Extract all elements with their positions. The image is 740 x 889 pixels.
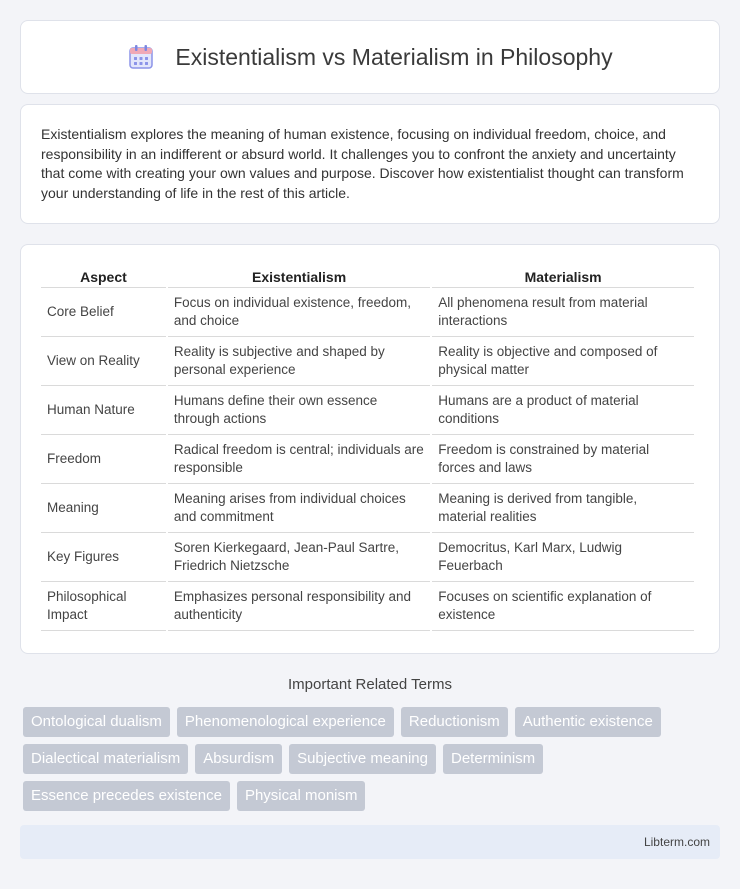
header-card [20,20,720,94]
aspect-cell: Freedom [41,435,166,484]
related-term-tag[interactable]: Absurdism [195,744,282,774]
aspect-cell: Meaning [41,484,166,533]
related-term-tag[interactable]: Reductionism [401,707,508,737]
related-term-tag[interactable]: Ontological dualism [23,707,170,737]
aspect-cell: Human Nature [41,386,166,435]
table-row [41,337,694,386]
related-terms-title: Important Related Terms [288,676,452,693]
aspect-cell: Philosophical Impact [41,582,166,631]
footer-site-link[interactable]: Libterm.com [643,835,710,849]
aspect-cell: Key Figures [41,533,166,582]
materialism-cell: Humans are a product of material conditions [432,386,694,435]
related-term-tag[interactable]: Dialectical materialism [23,744,188,774]
aspect-cell: View on Reality [41,337,166,386]
table-row [41,484,694,533]
table-row [41,582,694,631]
materialism-cell: Freedom is constrained by material forces and laws [432,435,694,484]
header-aspect: Aspect [41,266,166,288]
related-term-tag[interactable]: Subjective meaning [289,744,436,774]
existentialism-cell: Reality is subjective and shaped by personal experience [168,337,430,386]
existentialism-cell: Soren Kierkegaard, Jean-Paul Sartre, Friedrich Nietzsche [168,533,430,582]
header-materialism: Materialism [432,266,694,288]
existentialism-cell: Radical freedom is central; individuals are responsible [168,435,430,484]
existentialism-cell: Emphasizes personal responsibility and authenticity [168,582,430,631]
materialism-cell: Meaning is derived from tangible, material realities [432,484,694,533]
calendar-icon [127,43,155,71]
related-term-tag[interactable]: Phenomenological experience [177,707,394,737]
materialism-cell: All phenomena result from material interactions [432,288,694,337]
materialism-cell: Focuses on scientific explanation of existence [432,582,694,631]
comparison-table-card [20,244,720,654]
table-row [41,288,694,337]
related-term-tag[interactable]: Determinism [443,744,543,774]
related-terms-list [23,707,723,818]
table-row [41,533,694,582]
related-term-tag[interactable]: Essence precedes existence [23,781,230,811]
header-existentialism: Existentialism [168,266,430,288]
existentialism-cell: Humans define their own essence through actions [168,386,430,435]
footer [20,825,720,859]
page-title: Existentialism vs Materialism in Philosophy [175,43,613,70]
intro-card [20,104,720,224]
existentialism-cell: Meaning arises from individual choices and commitment [168,484,430,533]
related-term-tag[interactable]: Authentic existence [515,707,661,737]
materialism-cell: Democritus, Karl Marx, Ludwig Feuerbach [432,533,694,582]
aspect-cell: Core Belief [41,288,166,337]
table-header-row [41,266,694,288]
materialism-cell: Reality is objective and composed of physical matter [432,337,694,386]
intro-text: Existentialism explores the meaning of human existence, focusing on individual freedom, choice, and responsibility in an indifferent or absurd world. It challenges you to confront the anxiety and uncertainty that come with creating your own values and purpose. Discover how existentialist thought can transform your understanding of life in the rest of this article. [41,126,684,201]
table-row [41,386,694,435]
table-row [41,435,694,484]
related-term-tag[interactable]: Physical monism [237,781,366,811]
existentialism-cell: Focus on individual existence, freedom, and choice [168,288,430,337]
comparison-table [39,266,696,631]
